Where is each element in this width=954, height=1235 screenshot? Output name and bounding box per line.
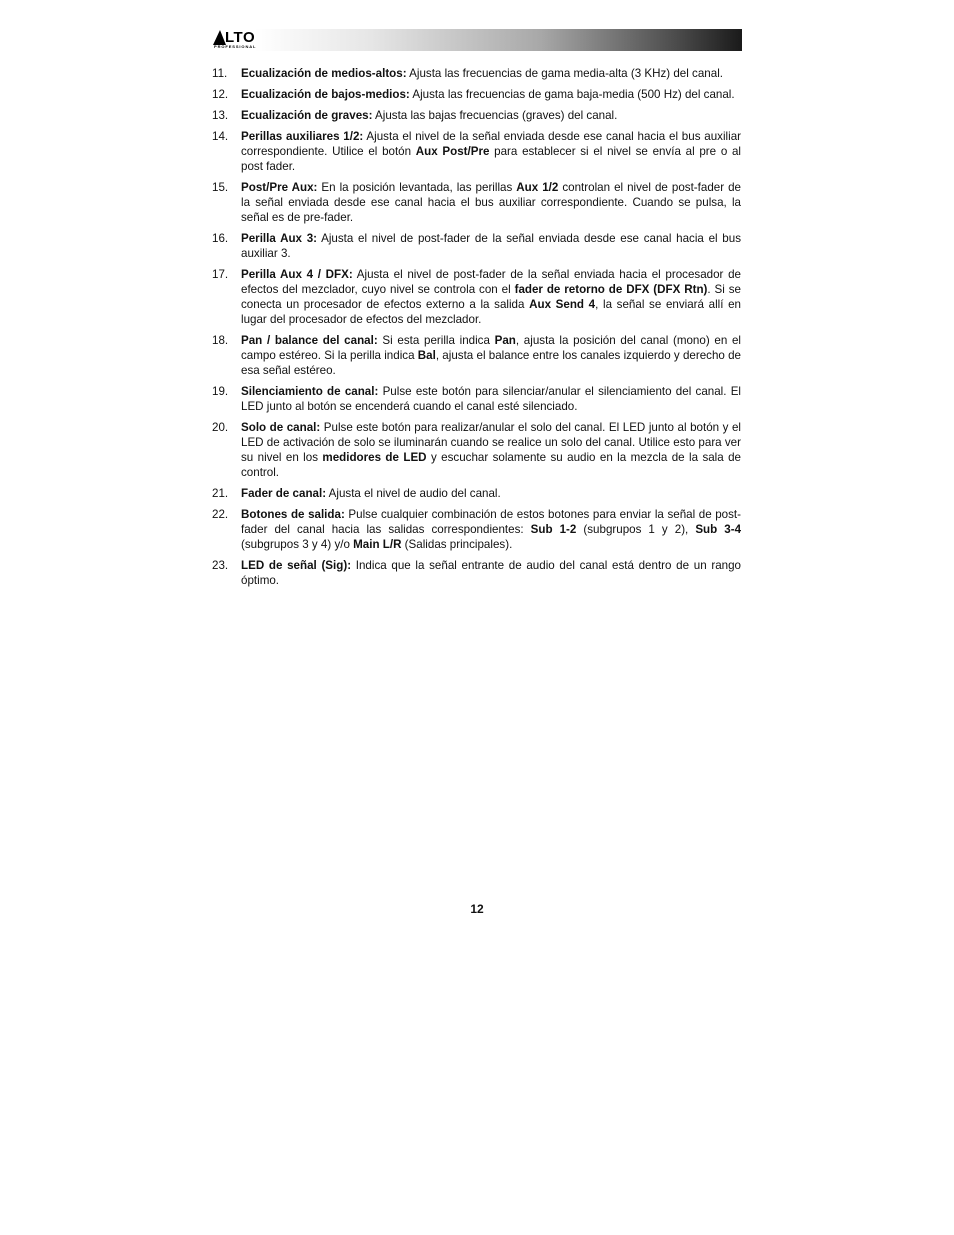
list-item-text bbox=[241, 333, 741, 378]
description-text: , ajusta el balance entre los canales izquierdo y derecho de esa señal estéreo. bbox=[241, 349, 742, 377]
description-text: Pulse este botón para silenciar/anular el silenciamiento del canal. El LED junto al botón se encenderá cuando el canal esté silenciado. bbox=[241, 385, 741, 413]
bold-term: Aux 1/2 bbox=[516, 181, 559, 194]
list-item-number: 17. bbox=[212, 268, 229, 281]
list-item bbox=[212, 87, 741, 102]
list-item bbox=[212, 420, 741, 480]
bold-term: medidores de LED bbox=[322, 451, 427, 464]
bold-term: Aux Send 4 bbox=[529, 298, 596, 311]
description-text: . Si se conecta un procesador de efectos externo a la salida bbox=[241, 283, 742, 311]
list-item-number: 14. bbox=[212, 130, 229, 143]
description-text: (Salidas principales). bbox=[401, 538, 513, 551]
description-text: Ajusta el nivel de post-fader de la señal enviada desde ese canal hacia el bus auxiliar 3. bbox=[241, 232, 742, 260]
list-item-number: 15. bbox=[212, 181, 229, 194]
list-item-text bbox=[241, 180, 741, 225]
list-item-text bbox=[241, 66, 741, 81]
description-text: Pulse este botón para realizar/anular el solo del canal. El LED junto al botón y el LED de activación de solo se iluminarán cuando se realice un solo del canal. Utilice esto para ver su nivel en los bbox=[241, 421, 741, 464]
description-text: Ajusta el nivel de la señal enviada desde ese canal hacia el bus auxiliar correspondiente. Utilice el botón bbox=[241, 130, 741, 158]
list-item bbox=[212, 558, 741, 588]
list-item-text bbox=[241, 486, 741, 501]
list-item-text bbox=[241, 108, 741, 123]
logo-subtext: PROFESSIONAL bbox=[214, 44, 257, 49]
description-text: Ajusta las frecuencias de gama media-alta (3 KHz) del canal. bbox=[406, 67, 723, 80]
list-item bbox=[212, 267, 741, 327]
description-text: (subgrupos 1 y 2), bbox=[576, 523, 696, 536]
list-item-text bbox=[241, 129, 741, 174]
description-text: Si esta perilla indica bbox=[377, 334, 495, 347]
list-item-number: 18. bbox=[212, 334, 229, 347]
list-item-number: 12. bbox=[212, 88, 229, 101]
list-item bbox=[212, 129, 741, 174]
list-item-number: 23. bbox=[212, 559, 229, 572]
bold-term: Perillas auxiliares 1/2: bbox=[241, 130, 364, 143]
bold-term: Post/Pre Aux: bbox=[241, 181, 318, 194]
page-number: 12 bbox=[470, 902, 484, 916]
description-text: y escuchar solamente su audio en la mezcla de la sala de control. bbox=[241, 451, 741, 479]
list-item-number: 11. bbox=[212, 67, 228, 80]
list-item-number: 19. bbox=[212, 385, 229, 398]
list-item-number: 13. bbox=[212, 109, 229, 122]
feature-list bbox=[212, 66, 741, 594]
bold-term: Aux Post/Pre bbox=[415, 145, 490, 158]
list-item-text bbox=[241, 231, 741, 261]
description-text: Indica que la señal entrante de audio del canal está dentro de un rango óptimo. bbox=[241, 559, 741, 587]
description-text: para establecer si el nivel se envía al pre o al post fader. bbox=[241, 145, 741, 173]
description-text: En la posición levantada, las perillas bbox=[317, 181, 517, 194]
bold-term: Pan bbox=[494, 334, 516, 347]
bold-term: Main L/R bbox=[353, 538, 402, 551]
list-item bbox=[212, 231, 741, 261]
list-item bbox=[212, 180, 741, 225]
bold-term: Ecualización de medios-altos: bbox=[241, 67, 407, 80]
bold-term: Botones de salida: bbox=[241, 508, 345, 521]
list-item-text bbox=[241, 558, 741, 588]
bold-term: Silenciamiento de canal: bbox=[241, 385, 379, 398]
list-item-number: 21. bbox=[212, 487, 229, 500]
description-text: , la señal se enviará allí en lugar del procesador de efectos del mezclador. bbox=[241, 298, 741, 326]
description-text: controlan el nivel de post-fader de la señal enviada desde ese canal hacia el bus auxiliar correspondiente. Cuando se pulsa, la señal es de pre-fader. bbox=[241, 181, 741, 224]
bold-term: Perilla Aux 3: bbox=[241, 232, 318, 245]
description-text: Ajusta el nivel de audio del canal. bbox=[326, 487, 501, 500]
bold-term: Ecualización de graves: bbox=[241, 109, 373, 122]
list-item-text bbox=[241, 87, 741, 102]
bold-term: Sub 1-2 bbox=[530, 523, 577, 536]
description-text: Ajusta las frecuencias de gama baja-media (500 Hz) del canal. bbox=[409, 88, 735, 101]
bold-term: LED de señal (Sig): bbox=[241, 559, 352, 572]
list-item-number: 20. bbox=[212, 421, 229, 434]
list-item-text bbox=[241, 384, 741, 414]
bold-term: Ecualización de bajos-medios: bbox=[241, 88, 410, 101]
list-item bbox=[212, 486, 741, 501]
list-item bbox=[212, 108, 741, 123]
bold-term: fader de retorno de DFX (DFX Rtn) bbox=[514, 283, 708, 296]
list-item-text bbox=[241, 507, 741, 552]
list-item-text bbox=[241, 267, 741, 327]
list-item-number: 16. bbox=[212, 232, 229, 245]
bold-term: Solo de canal: bbox=[241, 421, 321, 434]
description-text: Ajusta el nivel de post-fader de la señal enviada hacia el procesador de efectos del mezclador, cuyo nivel se controla con el bbox=[241, 268, 741, 296]
description-text: Pulse cualquier combinación de estos botones para enviar la señal de post-fader del canal hacia las salidas correspondientes: bbox=[241, 508, 742, 536]
bold-term: Pan / balance del canal: bbox=[241, 334, 378, 347]
bold-term: Perilla Aux 4 / DFX: bbox=[241, 268, 353, 281]
alto-logo bbox=[213, 30, 269, 50]
list-item-text bbox=[241, 420, 741, 480]
description-text: Ajusta las bajas frecuencias (graves) del canal. bbox=[372, 109, 618, 122]
description-text: , ajusta la posición del canal (mono) en el campo estéreo. Si la perilla indica bbox=[241, 334, 741, 362]
list-item bbox=[212, 384, 741, 414]
description-text: (subgrupos 3 y 4) y/o bbox=[241, 538, 354, 551]
bold-term: Sub 3-4 bbox=[695, 523, 742, 536]
bold-term: Fader de canal: bbox=[241, 487, 327, 500]
list-item bbox=[212, 66, 741, 81]
header-band bbox=[212, 29, 742, 51]
logo-wordmark: LTO bbox=[225, 29, 256, 46]
list-item bbox=[212, 507, 741, 552]
bold-term: Bal bbox=[417, 349, 436, 362]
list-item-number: 22. bbox=[212, 508, 229, 521]
list-item bbox=[212, 333, 741, 378]
